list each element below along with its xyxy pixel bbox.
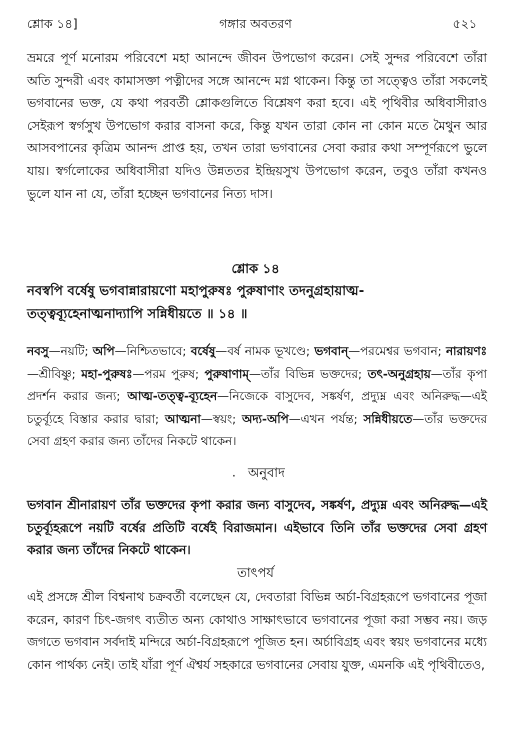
synonym-term: পুরুষাণাম্ [204,366,249,381]
synonym-term: ভগবান্ [314,344,349,358]
synonym-term: মহা-পুরুষঃ [81,366,133,381]
purport-text: এই প্রসঙ্গে শ্রীল বিশ্বনাথ চক্রবর্তী বলেছেন যে, দেবতারা বিভিন্ন অর্চা-বিগ্রহরূপে ভগবানের পূজা করেন, কারণ চিৎ-জগৎ ব্যতীত অন্য কোথাও সাক্ষাৎভাবে ভগবানের পূজা করা সম্ভব নয়। জড় জগতে ভগবান সর্বদাই মন্দিরে অর্চা-বিগ্রহরূপে পূজিত হন। অর্চাবিগ্রহ এবং স্বয়ং ভগবানের মধ্যে কোন পার্থক্য নেই। তাই যাঁরা পূর্ণ ঐশ্বর্য সহকারে ভগবানের সেবায় যুক্ত, এমনকি এই পৃথিবীতেও, [27,590,487,672]
running-header [0,14,511,34]
synonym-term: বর্ষেষু [190,344,216,358]
synonym-term: অপি [92,344,115,358]
synonym-meaning: শ্রীবিষ্ণু; [38,366,82,381]
purport-title: তাৎপর্য [237,566,274,581]
verse-line-1: নবস্বপি বর্ষেষু ভগবান্নারায়ণো মহাপুরুষঃ পুরুষাণাং তদনুগ্রহায়াত্ম- [27,284,365,299]
verse-title: শ্লোক ১৪ [231,262,280,277]
header-chapter-title: গঙ্গার অবতরণ [219,16,292,31]
word-for-word-synonyms: নবসু—নয়টি; অপি—নিশ্চিতভাবে; বর্ষেষু—বর্ষ নামক ভূখণ্ডে; ভগবান্—পরমেশ্বর ভগবান; নারায়ণঃ—শ্রীবিষ্ণু; মহা-পুরুষঃ—পরম পুরুষ; পুরুষাণাম্—তাঁর বিভিন্ন ভক্তদের; তৎ-অনুগ্রহায়—তাঁর কৃপা প্রদর্শন করার জন্য; আত্ম-তত্ত্ব-ব্যূহেন—নিজেকে বাসুদেব, সঙ্কর্ষণ, প্রদ্যুম্ন এবং অনিরুদ্ধ—এই চতুর্ব্যূহে বিস্তার করার দ্বারা; আত্মনা—স্বয়ং; অদ্য-অপি—এখন পর্যন্ত; সন্নিধীয়তে—তাঁর ভক্তদের সেবা গ্রহণ করার জন্য তাঁদের নিকটে থাকেন। [27,344,488,449]
synonym-meaning: তাঁর কৃপা প্রদর্শন করার জন্য; [27,366,487,404]
synonym-meaning: নয়টি; [60,344,93,358]
synonym-meaning: তাঁর বিভিন্ন ভক্তদের; [260,366,368,381]
bullet-dot: · [232,469,236,483]
synonym-meaning: তাঁর ভক্তদের সেবা গ্রহণ করার জন্য তাঁদের নিকটে থাকেন। [27,411,488,449]
verse-text [27,281,487,326]
synonym-term: আত্মনা [164,411,201,426]
translation-text: ভগবান শ্রীনারায়ণ তাঁর ভক্তদের কৃপা করার জন্য বাসুদেব, সঙ্কর্ষণ, প্রদ্যুম্ন এবং অনিরুদ্ধ—এই চতুর্ব্যূহরূপে নয়টি বর্ষের প্রতিটি বর্ষেই বিরাজমান। এইভাবে তিনি তাঁর ভক্তদের সেবা গ্রহণ করার জন্য তাঁদের নিকটে থাকেন। [27,498,487,558]
page-number: ৫২১ [452,16,477,31]
synonym-term: সন্নিধীয়তে [363,411,413,426]
translation-title: অনুবাদ [248,466,285,481]
intro-paragraph: ভ্রমরে পূর্ণ মনোরম পরিবেশে মহা আনন্দে জীবন উপভোগ করেন। সেই সুন্দর পরিবেশে তাঁরা অতি সুন্দরী এবং কামাসক্তা পত্নীদের সঙ্গে আনন্দে মগ্ন থাকেন। কিন্তু তা সত্ত্বেও তাঁরা সকলেই ভগবানের ভক্ত, যে কথা পরবর্তী শ্লোকগুলিতে বিশ্লেষণ করা হবে। এই পৃথিবীর অধিবাসীরাও সেইরূপ স্বর্গসুখ উপভোগ করার বাসনা করে, কিন্তু যখন তারা কোন না কোন মতে মৈথুন আর আসবপানের কৃত্রিম আনন্দ প্রাপ্ত হয়, তখন তারা ভগবানের সেবা করার কথা সম্পূর্ণরূপে ভুলে যায়। স্বর্গলোকের অধিবাসীরা যদিও উন্নততর ইন্দ্রিয়সুখ উপভোগ করেন, তবুও তাঁরা কখনও ভুলে যান না যে, তাঁরা হচ্ছেন ভগবানের নিত্য দাস। [27,51,487,201]
synonym-meaning: এখন পর্যন্ত; [300,411,364,426]
synonym-term: নারায়ণঃ [445,344,488,358]
synonym-term: তৎ-অনুগ্রহায় [367,366,431,381]
synonym-meaning: পরম পুরুষ; [144,366,205,381]
synonym-meaning: স্বয়ং; [212,411,243,426]
synonym-term: আত্ম-তত্ত্ব-ব্যূহেন [127,389,218,404]
synonym-meaning: নিজেকে বাসুদেব, সঙ্কর্ষণ, প্রদ্যুম্ন এবং অনিরুদ্ধ—এই চতুর্ব্যূহে বিস্তার করার দ্বারা; [27,389,487,426]
synonym-meaning: বর্ষ নামক ভূখণ্ডে; [227,344,315,358]
header-verse-ref: শ্লোক ১৪] [27,16,78,31]
verse-line-2: তত্ত্বব্যূহেনাত্মনাদ্যাপি সন্নিধীয়তে ॥ ১৪ ॥ [27,306,248,322]
synonym-meaning: নিশ্চিতভাবে; [126,344,191,358]
synonym-term: অদ্য-অপি [242,411,289,426]
synonym-term: নবসু [27,344,49,358]
synonym-meaning: পরমেশ্বর ভগবান; [360,344,446,358]
